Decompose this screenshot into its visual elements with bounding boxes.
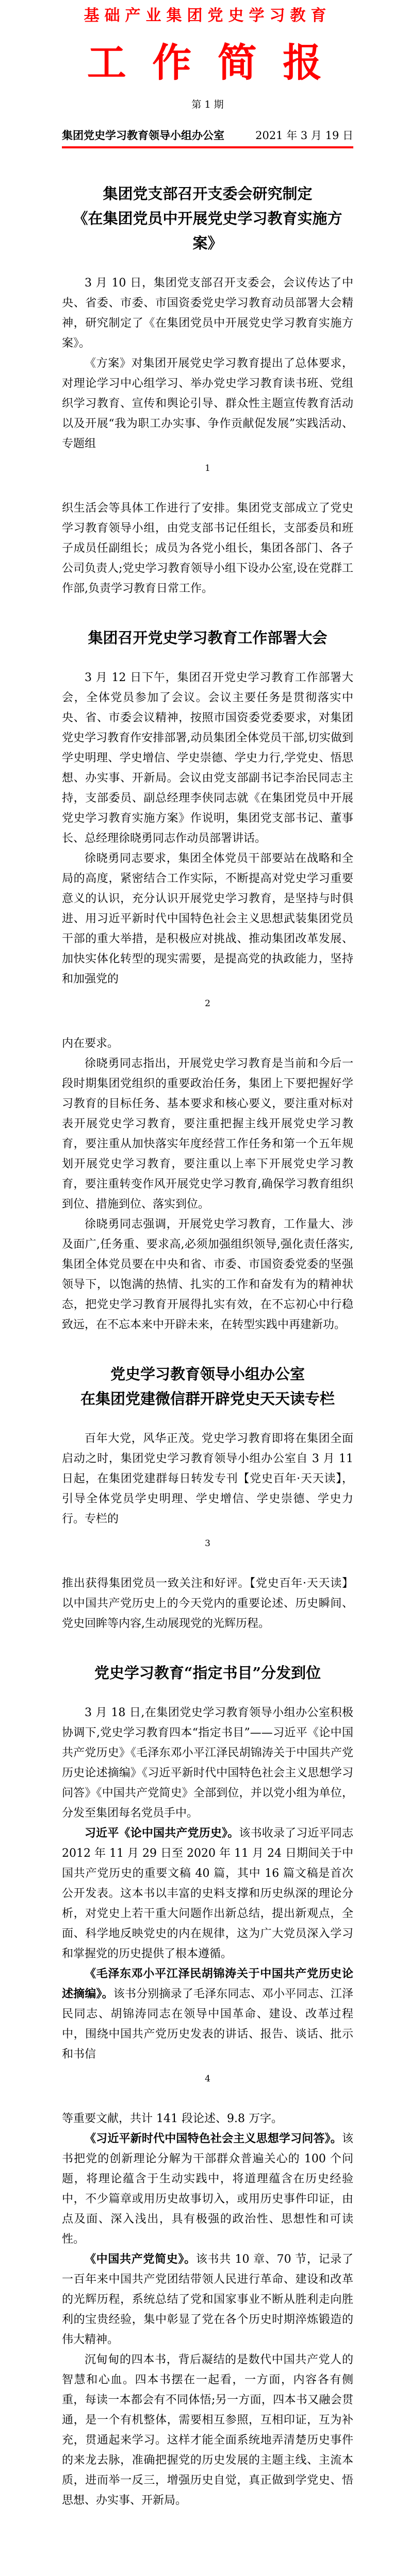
body-paragraph: 徐晓勇同志强调，开展党史学习教育，工作量大、涉及面广,任务重、要求高,必须加强组织领导,强化责任落实,集团全体党员要在中央和省、市委、市国资委党委的坚强领导下，以饱满的热情、扎实的工作和奋发有为的精神状态，把党史学习教育开展得扎实有效，在不忘初心中行稳致远，在不忘本来中开辟未来，在转型实践中再建新功。 xyxy=(62,1218,353,1331)
masthead-supertitle: 基础产业集团党史学习教育 xyxy=(84,7,332,25)
body-paragraph: 织生活会等具体工作进行了安排。集团党支部成立了党史学习教育领导小组，由党支部书记任组长，支部委员和班子成员任副组长；成员为各党小组长，集团各部门、各子公司负责人;党史学习教育领导小组下设办公室,设在党群工作部,负责学习教育日常工作。 xyxy=(62,502,353,595)
body-paragraph: 《习近平新时代中国特色社会主义思想学习问答》。该书把党的创新理论分解为干部群众普遍关心的 100 个问题，将理论蕴含于生动实践中，将道理蕴含在历史经验中，不少篇章或用历史故事切入，或用历史事件印证，由点及面、深入浅出，具有极强的政治性、思想性和可读性。 xyxy=(62,2132,353,2246)
body-paragraph: 习近平《论中国共产党历史》。该书收录了习近平同志 2012 年 11 月 29 日至 2020 年 11 月 24 日期间关于中国共产党历史的重要文稿 40 篇，其中 16 篇文稿是首次公开发表。这本书以丰富的史料支撑和历史纵深的理论分析，对党史上若干重大问题作出新总结，提出新观点，全面、科学地反映党史的内在规律，这为广大党员深入学习和掌握党的历史提供了根本遵循。 xyxy=(62,1826,353,1960)
body-paragraph: 3 月 12 日下午，集团召开党史学习教育工作部署大会，全体党员参加了会议。会议主要任务是贯彻落实中央、省、市委会议精神，按照市国资委党委要求，对集团党史学习教育作安排部署,动员集团全体党员干部,切实做到学史明理、学史增信、学史崇德、学史力行,学党史、悟思想、办实事、开新局。会议由党支部副书记李治民同志主持，支部委员、副总经理李侠同志就《在集团党员中开展党史学习教育实施方案》作说明，集团党支部书记、董事长、总经理徐晓勇同志作动员部署讲话。 xyxy=(62,671,353,845)
section-heading-line: 党史学习教育领导小组办公室 xyxy=(110,1365,305,1383)
byline-row xyxy=(62,129,353,142)
section-heading-line: 党史学习教育“指定书目”分发到位 xyxy=(94,1664,321,1682)
paragraph-bold-lead: 《习近平新时代中国特色社会主义思想学习问答》。 xyxy=(85,2132,342,2145)
section-heading xyxy=(62,1362,353,1411)
body-paragraph: 内在要求。 xyxy=(62,1037,119,1050)
body-paragraph: 推出获得集团党员一致关注和好评。【党史百年·天天读】以中国共产党历史上的今天党内的重要论述、历史瞬间、党史回眸等内容,生动展现党的光辉历程。 xyxy=(62,1577,353,1630)
page-number: 2 xyxy=(205,998,210,1009)
section-heading-line: 集团召开党史学习教育工作部署大会 xyxy=(88,629,328,647)
section-heading xyxy=(62,625,353,650)
paragraph-bold-lead: 《毛泽东邓小平江泽民胡锦涛关于中国共产党历史论述摘编》。 xyxy=(62,1967,353,2001)
bulletin-title: 工 作 简 报 xyxy=(87,40,329,86)
body-paragraph: 《毛泽东邓小平江泽民胡锦涛关于中国共产党历史论述摘编》。该书分别摘录了毛泽东同志、邓小平同志、江泽民同志、胡锦涛同志在领导中国革命、建设、改革过程中，围绕中国共产党历史发表的讲话、报告、谈话、批示和书信 xyxy=(62,1967,353,2061)
section-heading xyxy=(62,181,353,256)
body-paragraph: 3 月 18 日,在集团党史学习教育领导小组办公室积极协调下,党史学习教育四本“指定书目”——习近平《论中国共产党历史》《毛泽东邓小平江泽民胡锦涛关于中国共产党历史论述摘编》《习近平新时代中国特色社会主义思想学习问答》《中国共产党简史》全部到位，并以党小组为单位，分发至集团每名党员手中。 xyxy=(62,1706,353,1820)
section-heading-line: 《在集团党员中开展党史学习教育实施方案》 xyxy=(73,210,342,252)
body-paragraph: 3 月 10 日，集团党支部召开支委会，会议传达了中央、省委、市委、市国资委党史学习教育动员部署大会精神，研究制定了《在集团党员中开展党史学习教育实施方案》。 xyxy=(62,277,353,350)
section-heading-line: 在集团党建微信群开辟党史天天读专栏 xyxy=(80,1390,335,1408)
body-paragraph: 百年大党，风华正茂。党史学习教育即将在集团全面启动之时，集团党史学习教育领导小组办公室自 3 月 11 日起，在集团党建群每日转发专刊【党史百年·天天读】，引导全体党员学史明理、学史增信、学史崇德、学史力行。专栏的 xyxy=(62,1432,353,1526)
body-paragraph: 徐晓勇同志要求，集团全体党员干部要站在战略和全局的高度，紧密结合工作实际，不断提高对党史学习重要意义的认识，充分认识开展党史学习教育，是坚持与时俱进、用习近平新时代中国特色社会主义思想武装集团党员干部的重大举措，是积极应对挑战、推动集团改革发展、加快实体化转型的现实需要，是提高党的执政能力，坚持和加强党的 xyxy=(62,852,353,986)
issue-number: 第 1 期 xyxy=(191,99,224,110)
paragraph-bold-lead: 《中国共产党简史》。 xyxy=(85,2252,196,2266)
section-heading-line: 集团党支部召开支委会研究制定 xyxy=(103,185,313,202)
paragraph-bold-lead: 习近平《论中国共产党历史》。 xyxy=(85,1826,239,1840)
body-paragraph: 《方案》对集团开展党史学习教育提出了总体要求，对理论学习中心组学习、举办党史学习教育读书班、党组织学习教育、宣传和舆论引导、群众性主题宣传教育活动以及开展“我为职工办实事、争作贡献促发展”实践活动、专题组 xyxy=(62,357,353,450)
body-paragraph: 等重要文献，共计 141 段论述、9.8 万字。 xyxy=(62,2112,283,2125)
page-number: 1 xyxy=(205,463,210,473)
page-number: 3 xyxy=(205,1538,210,1549)
page-number: 4 xyxy=(205,2074,210,2084)
issue-date: 2021 年 3 月 19 日 xyxy=(255,129,353,142)
document-body xyxy=(62,181,353,2576)
body-paragraph: 《中国共产党简史》。该书共 10 章、70 节，记录了一百年来中国共产党团结带领人民进行革命、建设和改革的光辉历程，系统总结了党和国家事业不断从胜利走向胜利的宝贵经验，集中彰显了党在各个历史时期淬炼锻造的伟大精神。 xyxy=(62,2252,353,2346)
red-divider xyxy=(62,146,353,148)
section-heading xyxy=(62,1660,353,1685)
issuing-organization: 集团党史学习教育领导小组办公室 xyxy=(62,129,224,142)
body-paragraph: 沉甸甸的四本书，背后凝结的是数代中国共产党人的智慧和心血。四本书摆在一起看，一方面，内容各有侧重，每读一本都会有不同体悟;另一方面，四本书又融会贯通，是一个有机整体，需要相互参照，互相印证，互为补充，贯通起来学习。这样才能全面系统地弄清楚历史事件的来龙去脉，准确把握党的历史发展的主题主线、主流本质，进而举一反三，增强历史自觉，真正做到学党史、悟思想、办实事、开新局。 xyxy=(62,2353,353,2507)
body-paragraph: 徐晓勇同志指出，开展党史学习教育是当前和今后一段时期集团党组织的重要政治任务，集团上下要把握好学习教育的目标任务、基本要求和核心要义，要注重对标对表开展党史学习教育，要注重把握主线开展党史学习教育，要注重从加快落实年度经营工作任务和第一个五年规划开展党史学习教育，要注重以上率下开展党史学习教育，要注重转变作风开展党史学习教育,确保学习教育组织到位、措施到位、落实到位。 xyxy=(62,1057,353,1211)
